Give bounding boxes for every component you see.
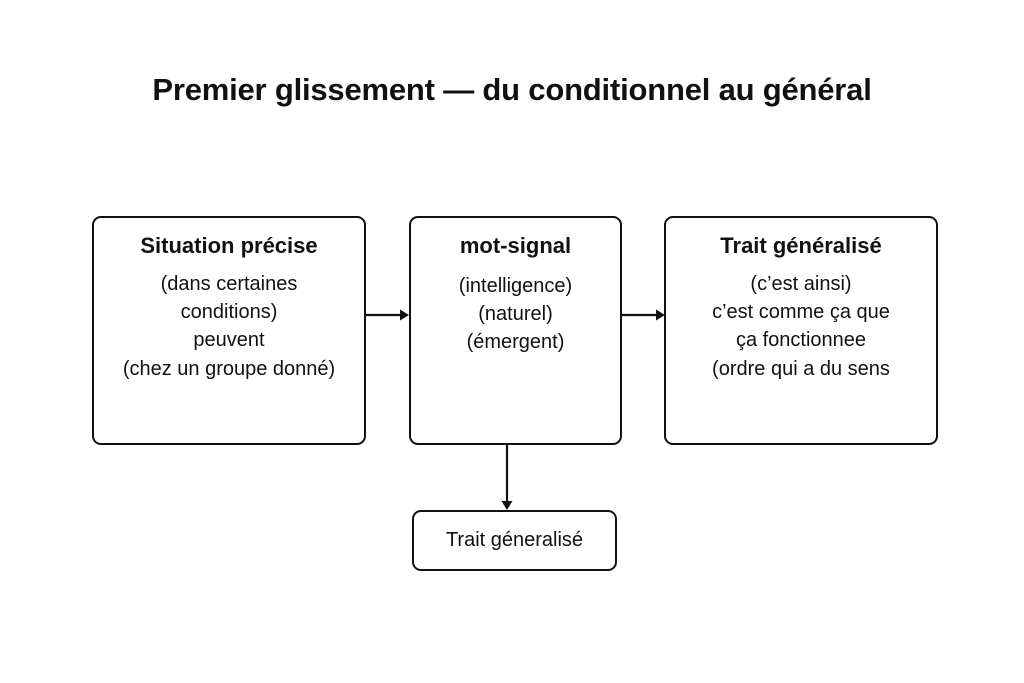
node-mot-signal-line-1: (intelligence) <box>458 274 573 297</box>
node-mot-signal-body <box>459 272 572 357</box>
node-mot-signal-line-3: (émergent) <box>466 331 565 354</box>
node-mot-signal-heading: mot-signal <box>459 233 572 258</box>
arrow-mot-signal-to-trait-bottom <box>500 445 514 511</box>
arrow-mot-signal-to-trait-generalise <box>622 308 666 322</box>
node-trait-generalise-bottom <box>412 510 617 571</box>
node-situation-line-1: (dans certaines <box>160 272 298 295</box>
node-situation-heading: Situation précise <box>140 233 318 258</box>
node-trait-generalise-line-4: (ordre qui a du sens <box>712 357 890 380</box>
node-situation-precise <box>92 216 366 445</box>
node-trait-generalise-body <box>712 270 890 384</box>
node-trait-generalise-bottom-label: Trait géneralisé <box>445 529 584 552</box>
node-trait-generalise <box>664 216 938 445</box>
node-mot-signal-line-2: (naturel) <box>478 302 553 325</box>
node-trait-generalise-line-3: ça fonctionnee <box>735 329 867 352</box>
node-trait-generalise-line-2: c’est comme ça que <box>712 300 890 323</box>
node-situation-line-4: (chez un groupe donné) <box>122 357 336 380</box>
arrow-situation-to-mot-signal <box>366 308 410 322</box>
node-situation-line-3: peuvent <box>193 329 265 352</box>
node-situation-line-2: conditions) <box>180 300 278 323</box>
node-trait-generalise-heading: Trait généralisé <box>720 233 882 258</box>
node-trait-generalise-line-1: (c’est ainsi) <box>750 272 852 295</box>
node-situation-body <box>123 270 335 384</box>
page-title: Premier glissement — du conditionnel au général <box>152 72 872 107</box>
node-mot-signal <box>409 216 622 445</box>
